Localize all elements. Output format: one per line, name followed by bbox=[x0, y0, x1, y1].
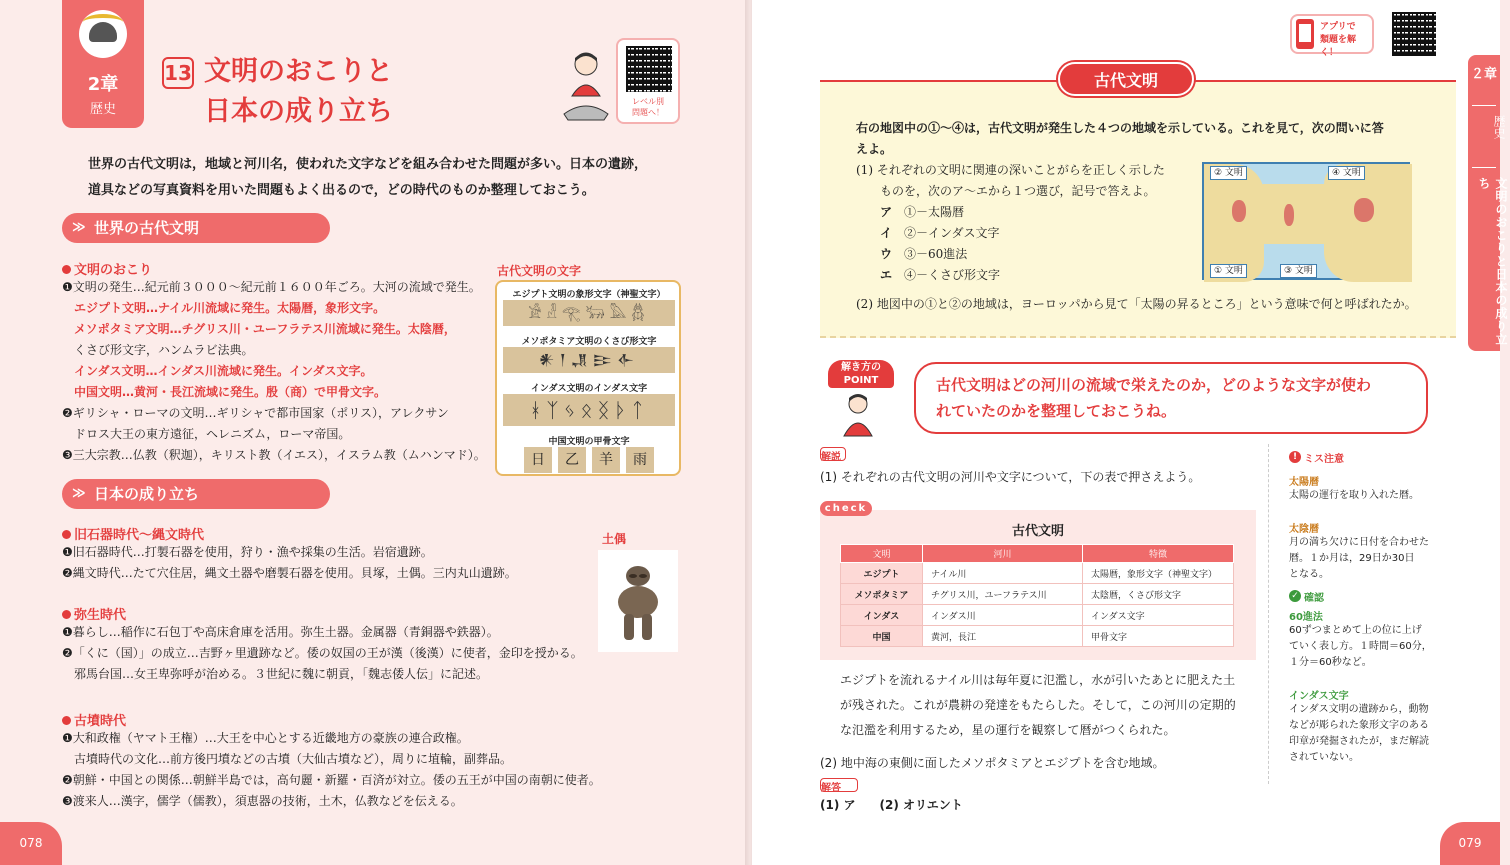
lesson-number: 13 bbox=[162, 57, 194, 89]
point-line2: れていたのかを整理しておこうね。 bbox=[936, 402, 1177, 420]
question-intro-line2: えよ。 bbox=[856, 142, 893, 156]
app-badge-text bbox=[1320, 21, 1372, 60]
section1-title: 世界の古代文明 bbox=[94, 219, 200, 237]
point-bubble bbox=[914, 362, 1428, 434]
kaitou-tag bbox=[820, 778, 858, 792]
glyph-tile: 日 bbox=[524, 447, 552, 473]
note-heading: 太陽暦 bbox=[1289, 476, 1319, 488]
script-egypt bbox=[503, 287, 675, 326]
nile-paragraph bbox=[840, 668, 1254, 743]
list-item: インダス文明…インダス川流域に発生。インダス文字。 bbox=[74, 364, 373, 378]
map-label-2: ② 文明 bbox=[1210, 166, 1247, 180]
qr-caption-line2: 問題へ！ bbox=[632, 108, 664, 117]
chapter-tab bbox=[62, 0, 144, 128]
list-item: ❷ギリシャ・ローマの文明…ギリシャで都市国家（ポリス），アレクサン bbox=[62, 406, 449, 420]
sub-heading-jomon bbox=[62, 524, 204, 543]
list-item: ❶旧石器時代…打製石器を使用，狩り・漁や採集の生活。岩宿遺跡。 bbox=[62, 545, 433, 559]
side-tab-lesson: 文明のおこりと日本の成り立ち bbox=[1477, 177, 1508, 346]
table-row: インダス インダス川 インダス文字 bbox=[841, 605, 1234, 626]
section-world-civilizations bbox=[62, 213, 330, 243]
script-title: 中国文明の甲骨文字 bbox=[548, 437, 630, 447]
pin-icon bbox=[62, 530, 71, 539]
table-header: 文明 bbox=[841, 545, 923, 563]
chapter-subject: 歴史 bbox=[89, 102, 116, 117]
list-item: ❷縄文時代…たて穴住居，縄文土器や磨製石器を使用。貝塚，土偶。三内丸山遺跡。 bbox=[62, 566, 517, 580]
pin-icon bbox=[62, 716, 71, 725]
sub4-title: 古墳時代 bbox=[74, 714, 127, 729]
table-row: エジプト ナイル川 太陽暦，象形文字（神聖文字） bbox=[841, 563, 1234, 584]
question-2: (2) 地図中の①と②の地域は，ヨーロッパから見て「太陽の昇るところ」という意味で何と呼ばれたか。 bbox=[856, 297, 1417, 311]
point-badge-line1: 解き方の bbox=[841, 362, 881, 373]
app-badge-line2: 類題を解く！ bbox=[1320, 35, 1357, 58]
choice-item: エ ④－くさび形文字 bbox=[880, 268, 1001, 282]
sub-heading-kofun bbox=[62, 710, 126, 729]
sub2-title: 旧石器時代～縄文時代 bbox=[74, 528, 205, 543]
kakunin-tag: ✓ 確認 bbox=[1289, 589, 1324, 604]
pin-icon bbox=[62, 265, 71, 274]
china-glyph-tiles bbox=[503, 447, 675, 473]
list-item: メソポタミア文明…チグリス川・ユーフラテス川流域に発生。太陰暦， bbox=[74, 322, 456, 336]
intro-text bbox=[88, 152, 688, 204]
sub1-title: 文明のおこり bbox=[74, 263, 153, 278]
side-tab-chapter: ２章 bbox=[1470, 67, 1497, 82]
scripts-label: 古代文明の文字 bbox=[497, 264, 582, 278]
double-arrow-icon: ≫ bbox=[72, 220, 86, 235]
page-number-right: 079 bbox=[1440, 822, 1500, 865]
note-body: 60ずつまとめて上の位に上げ ていく表し方。１時間＝60分， １分＝60秒など。 bbox=[1289, 624, 1432, 668]
left-page bbox=[0, 0, 748, 865]
map-label-1: ① 文明 bbox=[1210, 264, 1247, 278]
jomon-list bbox=[62, 542, 592, 584]
glyph-tile: 乙 bbox=[558, 447, 586, 473]
kaisetsu-tag bbox=[820, 447, 846, 461]
qr-code-card[interactable] bbox=[616, 38, 680, 124]
lesson-title-line2: 日本の成り立ち bbox=[204, 96, 393, 127]
choice-item: ウ ③－60進法 bbox=[880, 247, 968, 261]
question-1 bbox=[856, 160, 1206, 202]
boy-illustration bbox=[560, 50, 612, 124]
list-item: ドロス大王の東方遠征，ヘレニズム，ローマ帝国。 bbox=[74, 427, 351, 441]
page-number-left: 078 bbox=[0, 822, 62, 865]
girl-illustration bbox=[838, 392, 878, 436]
para-line2: が残された。これが農耕の発達をもたらした。そして，この河川の定期的 bbox=[840, 698, 1236, 712]
list-item: エジプト文明…ナイル川流域に発生。太陽暦，象形文字。 bbox=[74, 301, 386, 315]
explanation-q1: (1) それぞれの古代文明の河川や文字について，下の表で押さえよう。 bbox=[820, 470, 1201, 484]
script-glyphs: 𒀭𒁹𒂗𒄿𒅆 bbox=[503, 347, 675, 373]
dogu-photo bbox=[598, 550, 678, 652]
script-title: メソポタミア文明のくさび形文字 bbox=[521, 337, 657, 347]
sub3-title: 弥生時代 bbox=[74, 608, 127, 623]
table-title: 古代文明 bbox=[1011, 524, 1064, 539]
q1-line2: ものを，次のア～エから１つ選び，記号で答えよ。 bbox=[880, 184, 1156, 198]
choice-list bbox=[880, 202, 1130, 286]
para-line3: な氾濫を利用するため，星の運行を観察して暦がつくられた。 bbox=[840, 723, 1176, 737]
pin-icon bbox=[62, 610, 71, 619]
list-item: 中国文明…黄河・長江流域に発生。殷（商）で甲骨文字。 bbox=[74, 385, 387, 399]
ancient-scripts-box bbox=[495, 280, 681, 476]
explanation-q2: (2) 地中海の東側に面したメソポタミアとエジプトを含む地域。 bbox=[820, 756, 1165, 770]
notes-column bbox=[1268, 444, 1452, 784]
qr-caption bbox=[618, 96, 678, 118]
lesson-title bbox=[204, 52, 393, 132]
list-item: ❸三大宗教…仏教（釈迦），キリスト教（イエス），イスラム教（ムハンマド）。 bbox=[62, 448, 486, 462]
kaitou-label: 解答 bbox=[821, 783, 841, 794]
script-indus bbox=[503, 381, 675, 426]
note-heading: インダス文字 bbox=[1289, 690, 1349, 702]
glyph-tile: 羊 bbox=[592, 447, 620, 473]
answer-text: (1) ア (2) オリエント bbox=[820, 798, 963, 812]
map-label-3: ③ 文明 bbox=[1280, 264, 1317, 278]
choice-item: イ ②－インダス文字 bbox=[880, 226, 1000, 240]
sub-heading-yayoi bbox=[62, 604, 126, 623]
section2-title: 日本の成り立ち bbox=[94, 485, 200, 503]
choice-item: ア ①－太陽暦 bbox=[880, 205, 965, 219]
qr-code-icon[interactable] bbox=[1392, 12, 1436, 56]
point-line1: 古代文明はどの河川の流域で栄えたのか，どのような文字が使わ bbox=[936, 376, 1372, 394]
side-tab-subject: 歴史 bbox=[1492, 115, 1506, 139]
list-item: ❷朝鮮・中国との関係…朝鮮半島では，高句麗・新羅・百済が対立。倭の五王が中国の南朝に使者。 bbox=[62, 773, 601, 787]
para-line1: エジプトを流れるナイル川は毎年夏に氾濫し，水が引いたあとに肥えた土 bbox=[840, 673, 1236, 687]
list-item: ❸渡来人…漢字，儒学（儒教），須恵器の技術，土木，仏教などを伝える。 bbox=[62, 794, 463, 808]
qr-caption-line1: レベル別 bbox=[632, 97, 664, 106]
civilization-table bbox=[840, 544, 1234, 647]
list-item: ❷「くに（国）」の成立…吉野ヶ里遺跡など。倭の奴国の王が漢（後漢）に使者，金印を授かる。 bbox=[62, 646, 583, 660]
table-header: 河川 bbox=[923, 545, 1083, 563]
point-badge bbox=[828, 360, 894, 388]
point-badge-line2: POINT bbox=[843, 375, 879, 386]
table-row: 中国 黄河，長江 甲骨文字 bbox=[841, 626, 1234, 647]
qr-code-icon[interactable] bbox=[626, 46, 672, 92]
question-intro-line1: 右の地図中の①～④は，古代文明が発生した４つの地域を示している。これを見て，次の問いに答 bbox=[856, 121, 1384, 135]
note-body: 月の満ち欠けに日付を合わせた 暦。１か月は，29日か30日 となる。 bbox=[1289, 536, 1429, 580]
topic-title: 古代文明 bbox=[1058, 62, 1194, 96]
chapter-number: 2章 bbox=[87, 74, 119, 95]
phone-icon bbox=[1296, 19, 1314, 49]
script-glyphs: ᚼᛉᛃᛟᛝᚦᛏ bbox=[503, 394, 675, 426]
sub-heading-civ-origin bbox=[62, 259, 152, 278]
dogu-figure-icon bbox=[614, 564, 662, 644]
table-header: 特徴 bbox=[1083, 545, 1234, 563]
helmet-icon bbox=[89, 22, 117, 42]
dogu-label: 土偶 bbox=[602, 532, 627, 546]
app-badge-line1: アプリで bbox=[1320, 22, 1356, 32]
lesson-title-line1: 文明のおこりと bbox=[204, 56, 393, 87]
intro-line2: 道具などの写真資料を用いた問題もよく出るので，どの時代のものか整理しておこう。 bbox=[88, 183, 595, 198]
glyph-tile: 雨 bbox=[626, 447, 654, 473]
ancient-civilizations-map bbox=[1202, 162, 1410, 280]
question-intro bbox=[856, 118, 1446, 160]
note-body: 太陽の運行を取り入れた暦。 bbox=[1289, 489, 1419, 501]
section-japan-origins bbox=[62, 479, 330, 509]
kofun-list bbox=[62, 728, 662, 812]
app-badge[interactable] bbox=[1290, 14, 1374, 58]
table-row: メソポタミア チグリス川，ユーフラテス川 太陰暦，くさび形文字 bbox=[841, 584, 1234, 605]
list-item: ❶大和政権（ヤマト王権）…大王を中心とする近畿地方の豪族の連合政権。 bbox=[62, 731, 469, 745]
check-tag: check bbox=[820, 501, 872, 516]
list-item: ❶文明の発生…紀元前３０００～紀元前１６００年ごろ。大河の流域で発生。 bbox=[62, 280, 481, 294]
script-title: エジプト文明の象形文字（神聖文字） bbox=[512, 290, 666, 300]
divider bbox=[1472, 105, 1496, 106]
kaisetsu-label: 解説 bbox=[821, 452, 841, 463]
list-item: くさび形文字，ハンムラビ法典。 bbox=[74, 343, 254, 357]
map-label-4: ④ 文明 bbox=[1328, 166, 1365, 180]
yayoi-list bbox=[62, 622, 592, 685]
script-mesopotamia bbox=[503, 334, 675, 373]
script-title: インダス文明のインダス文字 bbox=[530, 384, 648, 394]
script-glyphs: 𓀀𓁐𓂀𓃒𓅓𓆣 bbox=[503, 300, 675, 326]
note-heading: 太陰暦 bbox=[1289, 523, 1319, 535]
list-item: 邪馬台国…女王卑弥呼が治める。３世紀に魏に朝貢，「魏志倭人伝」に記述。 bbox=[74, 667, 489, 681]
q1-line1: (1) それぞれの文明に関連の深いことがらを正しく示した bbox=[856, 163, 1165, 177]
civ-origin-list bbox=[62, 277, 492, 466]
note-body: インダス文明の遺跡から，動物 などが彫られた象形文字のある 印章が発掘されたが，まだ解読 されていない。 bbox=[1289, 703, 1429, 763]
side-chapter-tab bbox=[1468, 55, 1508, 351]
double-arrow-icon: ≫ bbox=[72, 486, 86, 501]
divider bbox=[1472, 167, 1496, 168]
check-icon: ✓ bbox=[1289, 590, 1301, 602]
list-item: ❶暮らし…稲作に石包丁や高床倉庫を活用。弥生土器。金属器（青銅器や鉄器）。 bbox=[62, 625, 499, 639]
list-item: 古墳時代の文化…前方後円墳などの古墳（大仙古墳など），周りに埴輪，副葬品。 bbox=[74, 752, 513, 766]
miss-caution-tag: ! ミス注意 bbox=[1289, 450, 1344, 465]
intro-line1: 世界の古代文明は，地域と河川名，使われた文字などを組み合わせた問題が多い。日本の遺跡， bbox=[88, 157, 648, 172]
script-china bbox=[503, 434, 675, 473]
exclamation-icon: ! bbox=[1289, 451, 1301, 463]
note-heading: 60進法 bbox=[1289, 611, 1323, 623]
check-table-box bbox=[820, 510, 1256, 660]
question-box bbox=[820, 80, 1456, 338]
right-page bbox=[752, 0, 1508, 865]
